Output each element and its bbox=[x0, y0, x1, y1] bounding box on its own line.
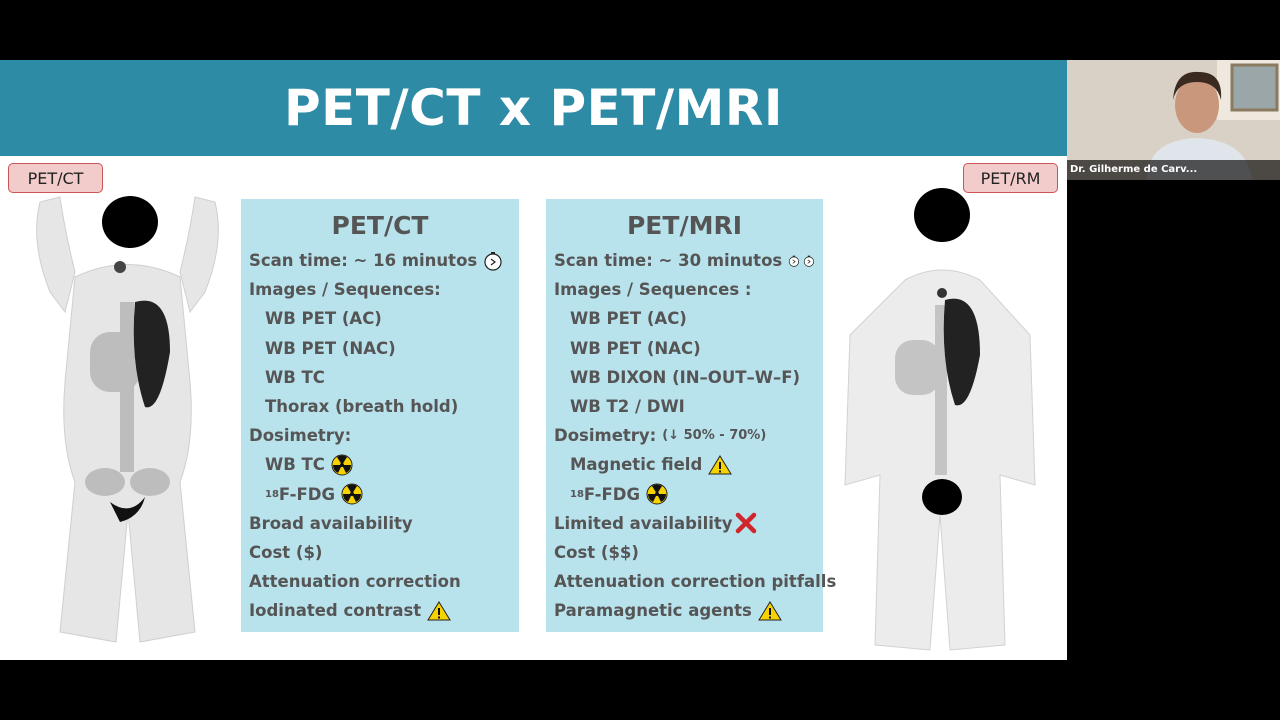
pet-ct-contrast: Iodinated contrast bbox=[249, 596, 511, 625]
slide-title: PET/CT x PET/MRI bbox=[283, 79, 784, 137]
pet-ct-seq-1: WB PET (AC) bbox=[265, 309, 382, 329]
pet-mri-dosimetry: Dosimetry: (↓ 50% - 70%) bbox=[554, 426, 767, 446]
warning-icon bbox=[758, 601, 782, 621]
pet-ct-tag: PET/CT bbox=[8, 163, 103, 193]
pet-mri-cost: Cost ($$) bbox=[554, 542, 639, 562]
radiation-icon bbox=[331, 454, 353, 476]
pet-ct-cost: Cost ($) bbox=[249, 542, 323, 562]
presentation-slide bbox=[0, 60, 1067, 660]
radiation-icon bbox=[341, 483, 363, 505]
pet-mri-panel bbox=[546, 199, 837, 632]
pet-ct-availability: Broad availability bbox=[249, 513, 413, 533]
pet-ct-heading: PET/CT bbox=[331, 211, 429, 240]
pet-rm-tag: PET/RM bbox=[963, 163, 1058, 193]
pet-mri-seq-4: WB T2 / DWI bbox=[570, 397, 685, 417]
pet-ct-seq-3: WB TC bbox=[265, 367, 325, 387]
pet-ct-dosimetry: Dosimetry: bbox=[249, 426, 352, 446]
participant-video[interactable] bbox=[1067, 60, 1280, 180]
pet-mri-contrast: Paramagnetic agents bbox=[554, 596, 815, 625]
pet-ct-seq-2: WB PET (NAC) bbox=[265, 338, 396, 358]
pet-mri-seq-2: WB PET (NAC) bbox=[570, 338, 701, 358]
pet-ct-panel bbox=[241, 199, 519, 632]
participant-name: Dr. Gilherme de Carv... bbox=[1067, 160, 1280, 180]
stopwatch-icon bbox=[788, 251, 800, 271]
pet-ct-attenuation: Attenuation correction bbox=[249, 572, 461, 592]
dose-reduction-note: (↓ 50% - 70%) bbox=[662, 428, 767, 444]
pet-mri-images-label: Images / Sequences : bbox=[554, 280, 752, 300]
pet-ct-images-label: Images / Sequences: bbox=[249, 280, 441, 300]
pet-ct-scan-time: Scan time: ~ 16 minutos bbox=[249, 246, 511, 275]
pet-ct-body-image bbox=[20, 182, 235, 652]
warning-icon bbox=[708, 455, 732, 475]
stopwatch-icon bbox=[483, 251, 503, 271]
pet-ct-dose-1: WB TC bbox=[249, 450, 511, 479]
red-x-icon bbox=[735, 512, 757, 534]
pet-mri-body-image bbox=[830, 185, 1050, 655]
pet-mri-heading: PET/MRI bbox=[626, 211, 742, 240]
pet-ct-dose-2: 18 F-FDG bbox=[249, 480, 511, 509]
radiation-icon bbox=[646, 483, 668, 505]
title-bar bbox=[0, 60, 1067, 156]
stopwatch-icon bbox=[803, 251, 815, 271]
pet-mri-scan-time: Scan time: ~ 30 minutos bbox=[554, 246, 815, 275]
pet-ct-seq-4: Thorax (breath hold) bbox=[265, 397, 459, 417]
pet-mri-dose-2: 18 F-FDG bbox=[554, 480, 815, 509]
pet-mri-seq-1: WB PET (AC) bbox=[570, 309, 687, 329]
warning-icon bbox=[427, 601, 451, 621]
pet-mri-attenuation: Attenuation correction pitfalls bbox=[554, 572, 837, 592]
pet-mri-seq-3: WB DIXON (IN–OUT–W–F) bbox=[570, 367, 801, 387]
pet-mri-dose-1: Magnetic field bbox=[554, 450, 815, 479]
pet-mri-availability: Limited availability bbox=[554, 509, 815, 538]
